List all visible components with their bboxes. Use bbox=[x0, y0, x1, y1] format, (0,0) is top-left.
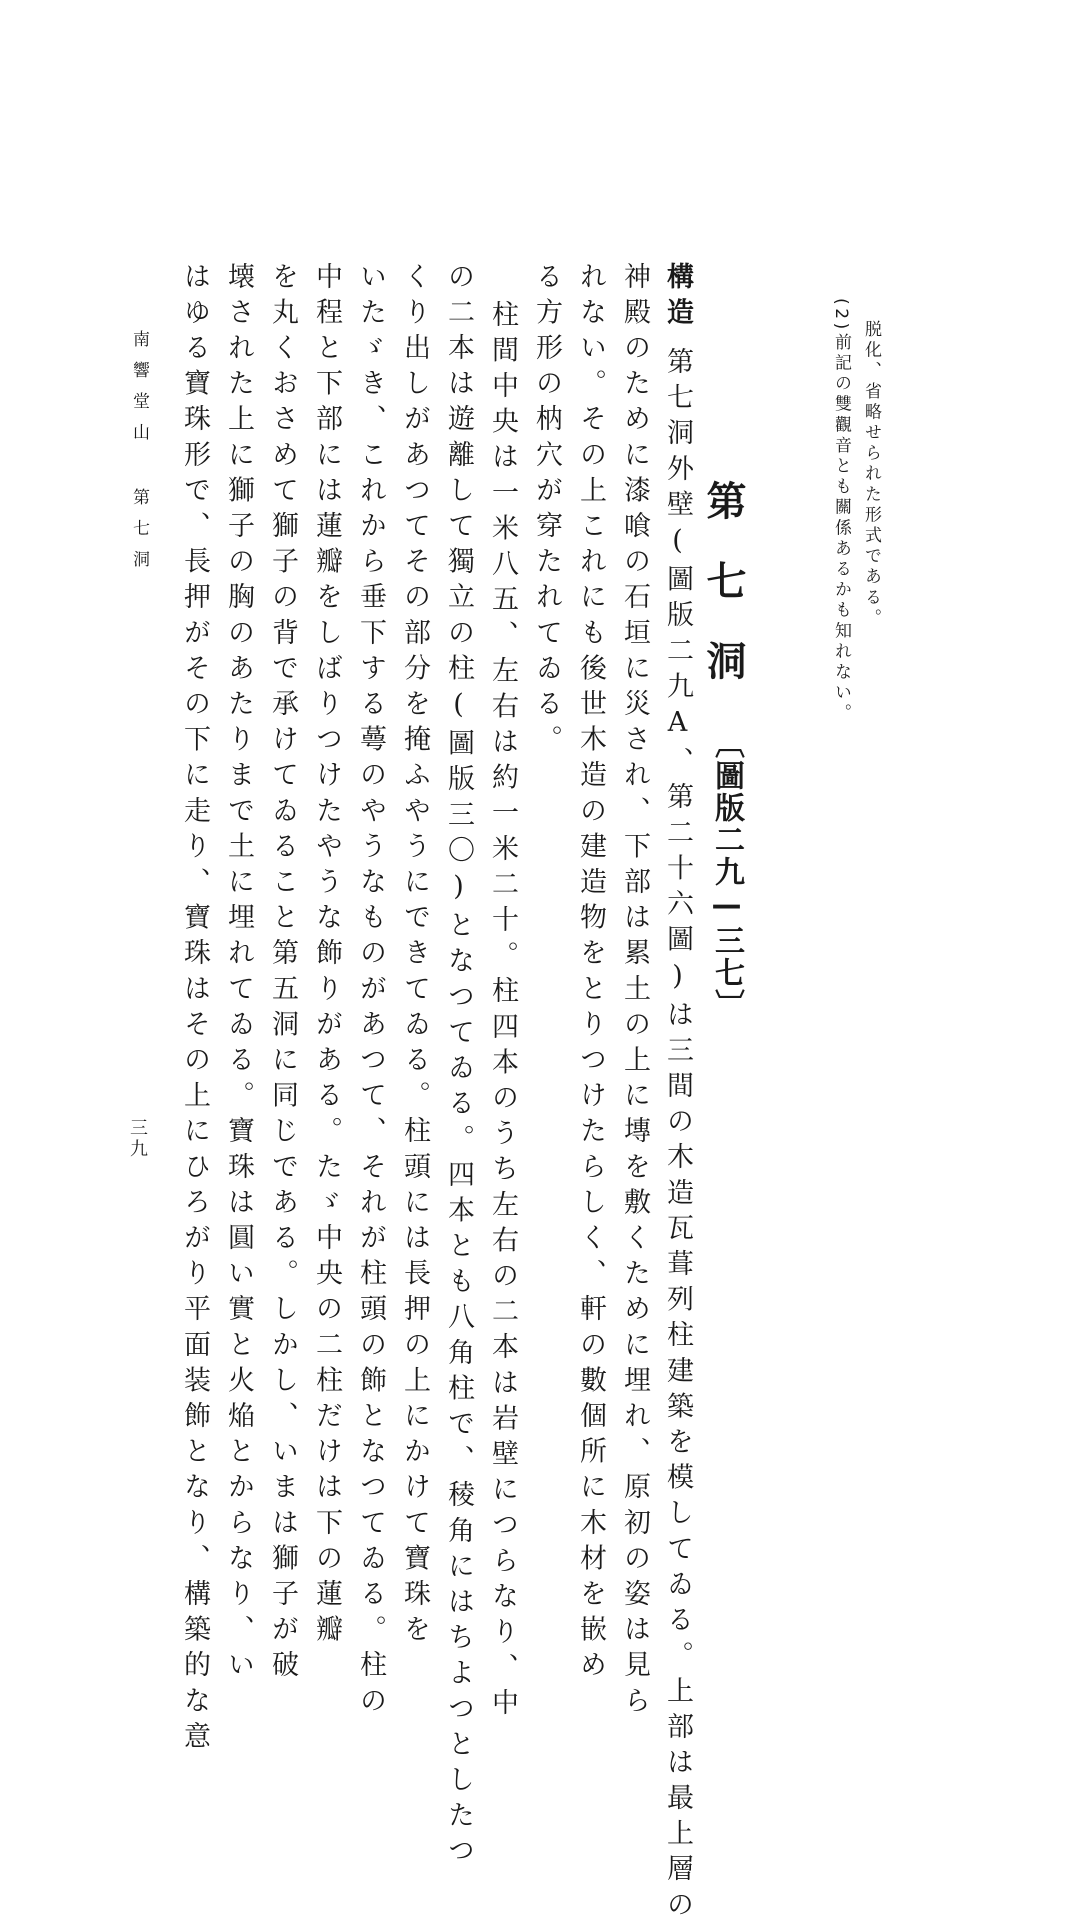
body-line-7 bbox=[401, 262, 428, 1650]
note-1-text: 脱化、省略せられた形式である。 bbox=[861, 320, 881, 629]
body-line-12 bbox=[181, 262, 208, 1757]
page-number-text: 三九 bbox=[127, 1118, 148, 1160]
body-line-4-text: る方形の枘穴が穿たれてゐる。 bbox=[531, 262, 562, 761]
body-line-2-text: 神殿のために漆喰の石垣に災され、下部は累土の上に塼を敷くために埋れ、原初の姿は見ら bbox=[619, 262, 650, 1722]
plate-reference bbox=[704, 728, 748, 1021]
body-line-11 bbox=[225, 262, 252, 1686]
body-line-6 bbox=[445, 262, 472, 1872]
running-head bbox=[127, 330, 152, 581]
note-2-text: 前記の雙觀音とも關係あるかも知れない。 bbox=[831, 332, 851, 725]
note-1 bbox=[859, 320, 884, 629]
body-line-5 bbox=[489, 300, 516, 1724]
body-line-10-text: を丸くおさめて獅子の背で承けてゐること第五洞に同じである。しかし、いまは獅子が破 bbox=[267, 262, 298, 1686]
body-line-6-text: の二本は遊離して獨立の柱(圖版三〇)となつてゐる。四本とも八角柱で、稜角にはちよつとしたつ bbox=[443, 262, 474, 1872]
body-line-1 bbox=[664, 262, 691, 1926]
body-line-3-text: れない。その上これにも後世木造の建造物をとりつけたらしく、軒の數個所に木材を嵌め bbox=[575, 262, 606, 1686]
note-2-number: (2) bbox=[831, 298, 851, 333]
body-line-12-text: はゆる寶珠形で、長押がその下に走り、寶珠はその上にひろがり平面装飾となり、構築的な意 bbox=[179, 262, 210, 1758]
chapter-title: 第七洞 bbox=[700, 480, 746, 720]
body-line-7-text: くり出しがあつてその部分を掩ふやうにできてゐる。柱頭には長押の上にかけて寶珠を bbox=[399, 262, 430, 1651]
body-line-5-text: 柱間中央は一米八五、左右は約一米二十。柱四本のうち左右の二本は岩壁につらなり、中 bbox=[487, 300, 518, 1724]
body-line-8 bbox=[357, 262, 384, 1722]
body-line-9 bbox=[313, 262, 340, 1650]
body-line-3 bbox=[577, 262, 604, 1686]
section-label: 構造 bbox=[662, 262, 693, 334]
body-line-2 bbox=[621, 262, 648, 1722]
chapter-heading bbox=[695, 480, 752, 720]
body-line-10 bbox=[269, 262, 296, 1686]
body-line-9-text: 中程と下部には蓮瓣をしばりつけたやうな飾りがある。たゞ中央の二柱だけは下の蓮瓣 bbox=[311, 262, 342, 1651]
page-number bbox=[124, 1118, 150, 1160]
body-line-1-text: 第七洞外壁(圖版二九A、第二十六圖)は三間の木造瓦葺列柱建築を模してゐる。上部は最上層の bbox=[662, 347, 693, 1926]
body-line-8-text: いたゞき、これから垂下する蕚のやうなものがあつて、それが柱頭の飾となつてゐる。柱の bbox=[355, 262, 386, 1722]
body-line-4 bbox=[533, 262, 560, 760]
running-head-text: 南響堂山 第七洞 bbox=[129, 330, 149, 581]
note-2 bbox=[829, 298, 854, 724]
body-line-11-text: 壊された上に獅子の胸のあたりまで土に埋れてゐる。寶珠は圓い實と火焔とからなり、い bbox=[223, 262, 254, 1686]
plate-reference-text: 〔圖版二九—三七〕 bbox=[709, 728, 744, 1021]
